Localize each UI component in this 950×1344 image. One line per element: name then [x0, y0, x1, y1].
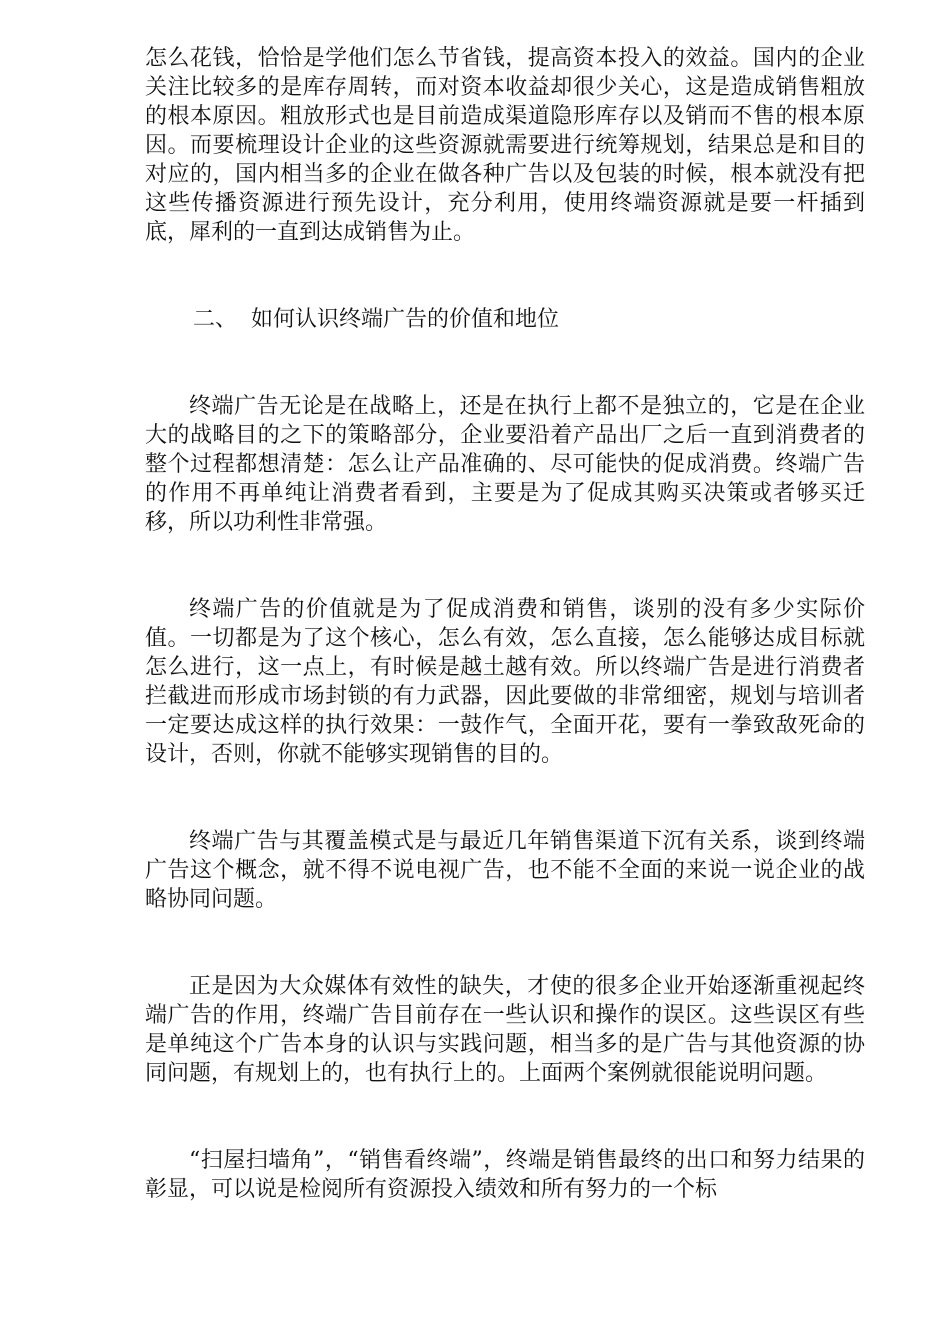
section-number: 二、 — [193, 307, 238, 332]
body-paragraph-2: 终端广告的价值就是为了促成消费和销售，谈别的没有多少实际价值。一切都是为了这个核心，怎么有效，怎么直接，怎么能够达成目标就怎么进行，这一点上，有时候是越土越有效。所以终端广告是进行消费者拦截进而形成市场封锁的有力武器，因此要做的非常细密，规划与培训者一定要达成这样的执行效果：一鼓作气，全面开花，要有一拳致敌死命的设计，否则，你就不能够实现销售的目的。 — [145, 597, 865, 767]
body-paragraph-1: 终端广告无论是在战略上，还是在执行上都不是独立的，它是在企业大的战略目的之下的策略部分，企业要沿着产品出厂之后一直到消费者的整个过程都想清楚：怎么让产品准确的、尽可能快的促成消费。终端广告的作用不再单纯让消费者看到，主要是为了促成其购买决策或者够买迁移，所以功利性非常强。 — [145, 394, 865, 535]
body-paragraph-4: 正是因为大众媒体有效性的缺失，才使的很多企业开始逐渐重视起终端广告的作用，终端广告目前存在一些认识和操作的误区。这些误区有些是单纯这个广告本身的认识与实践问题，相当多的是广告与其他资源的协同问题，有规划上的，也有执行上的。上面两个案例就很能说明问题。 — [145, 974, 865, 1086]
spacer — [145, 334, 865, 392]
spacer — [145, 914, 865, 972]
body-paragraph-3: 终端广告与其覆盖模式是与最近几年销售渠道下沉有关系，谈到终端广告这个概念，就不得不说电视广告，也不能不全面的来说一说企业的战略协同问题。 — [145, 829, 865, 912]
section-title: 如何认识终端广告的价值和地位 — [251, 307, 560, 332]
body-paragraph-5: “扫屋扫墙角”，“销售看终端”，终端是销售最终的出口和努力结果的彰显，可以说是检阅所有资源投入绩效和所有努力的一个标 — [145, 1148, 865, 1202]
document-page — [145, 44, 865, 1204]
opening-paragraph: 怎么花钱，恰恰是学他们怎么节省钱，提高资本投入的效益。国内的企业关注比较多的是库存周转，而对资本收益却很少关心，这是造成销售粗放的根本原因。粗放形式也是目前造成渠道隐形库存以及销而不售的根本原因。而要梳理设计企业的这些资源就需要进行统筹规划，结果总是和目的对应的，国内相当多的企业在做各种广告以及包装的时候，根本就没有把这些传播资源进行预先设计，充分利用，使用终端资源就是要一杆插到底，犀利的一直到达成销售为止。 — [145, 46, 865, 245]
spacer — [145, 537, 865, 595]
spacer — [145, 247, 865, 305]
spacer — [145, 1088, 865, 1146]
spacer — [145, 769, 865, 827]
section-heading — [145, 305, 865, 334]
